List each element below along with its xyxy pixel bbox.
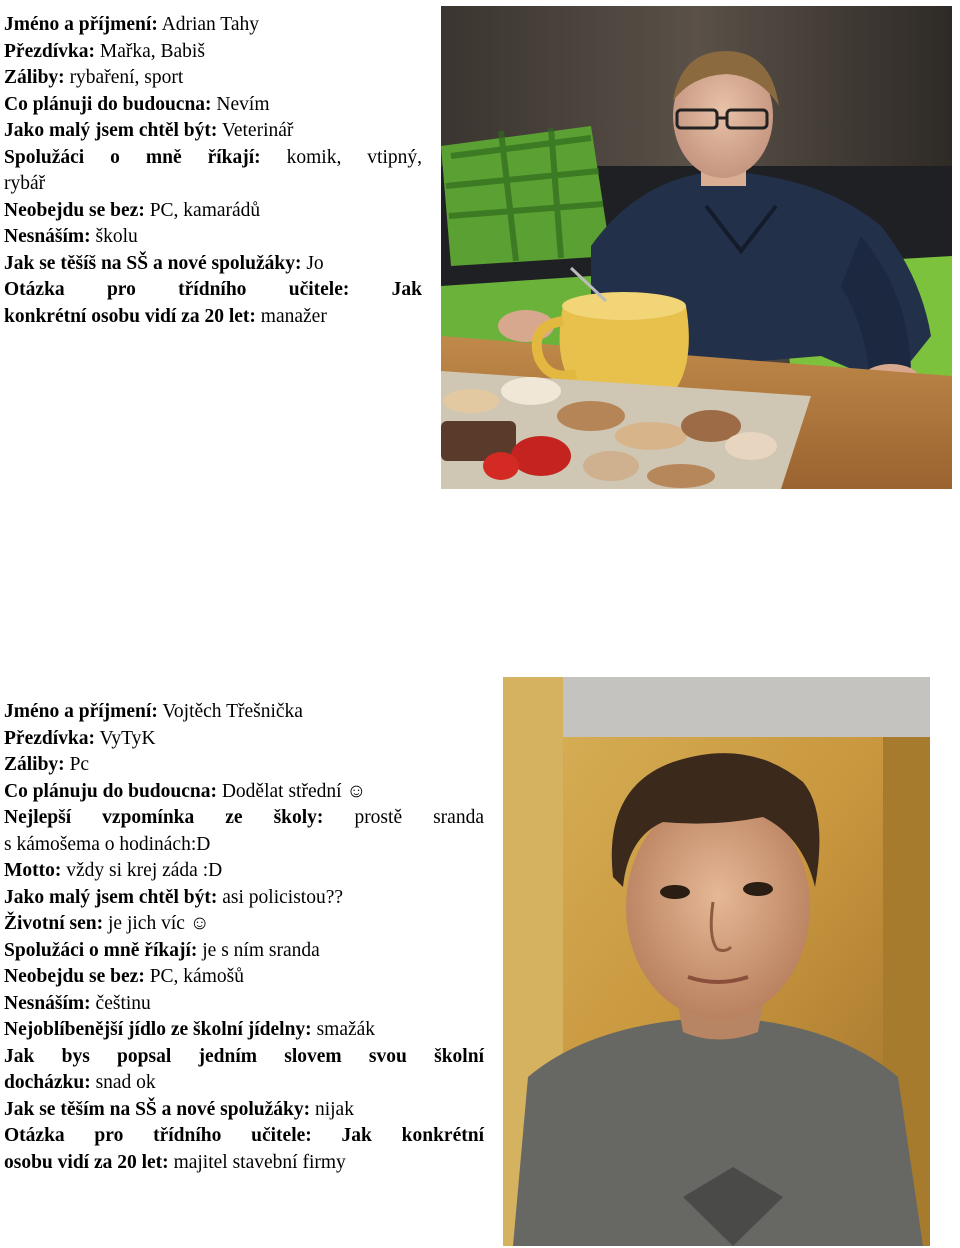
plans-row bbox=[4, 92, 422, 119]
attendance-row: Jak bys popsal jedním slovem svou školní bbox=[4, 1045, 484, 1067]
field-value: Nevím bbox=[216, 93, 270, 115]
best-memory-cont: s kámošema o hodinách:D bbox=[4, 833, 211, 855]
field-label: Jméno a příjmení: bbox=[4, 701, 158, 722]
field-label: Neobejdu se bez: bbox=[4, 199, 145, 221]
photo-boy-on-sofa bbox=[441, 6, 952, 489]
field-label: Nesnáším: bbox=[4, 992, 91, 1014]
field-value: manažer bbox=[260, 305, 327, 327]
photo-boy-portrait bbox=[503, 677, 930, 1246]
hate-row bbox=[4, 991, 484, 1018]
field-value: nijak bbox=[314, 1098, 354, 1120]
field-value: VyTyK bbox=[99, 727, 156, 749]
plans-row bbox=[4, 779, 484, 806]
childhood-dream-row bbox=[4, 885, 484, 912]
life-dream-row bbox=[4, 911, 484, 938]
looking-forward-row bbox=[4, 251, 422, 278]
field-value: Jo bbox=[306, 252, 324, 274]
field-label: Jak se těšíš na SŠ a nové spolužáky: bbox=[4, 252, 302, 274]
field-label: Jako malý jsem chtěl být: bbox=[4, 120, 218, 141]
teacher-question-cont bbox=[4, 1150, 484, 1177]
field-label: docházku: bbox=[4, 1072, 91, 1093]
name-row bbox=[4, 12, 422, 39]
field-label: Nejoblíbenější jídlo ze školní jídelny: bbox=[4, 1019, 312, 1040]
field-value: Pc bbox=[69, 754, 90, 775]
field-label: Záliby: bbox=[4, 754, 65, 775]
teacher-question-row: Otázka pro třídního učitele: Jak bbox=[4, 279, 422, 300]
field-value: vždy si krej záda :D bbox=[66, 860, 223, 881]
motto-row bbox=[4, 858, 484, 885]
best-memory-row bbox=[4, 805, 484, 832]
field-label: Jako malý jsem chtěl být: bbox=[4, 886, 218, 908]
field-label: osobu vidí za 20 let: bbox=[4, 1151, 169, 1173]
profile-1-text bbox=[4, 12, 422, 330]
name-row bbox=[4, 699, 484, 726]
cant-live-without-row bbox=[4, 964, 484, 991]
field-value: češtinu bbox=[95, 992, 151, 1014]
field-label: Co plánuji do budoucna: bbox=[4, 93, 212, 115]
classmates-say-cont: rybář bbox=[4, 173, 46, 194]
field-value: asi policistou?? bbox=[222, 886, 344, 908]
field-value: Vojtěch Třešnička bbox=[162, 701, 303, 722]
profile-2-photo bbox=[503, 677, 930, 1246]
field-value: rybaření, sport bbox=[69, 67, 184, 88]
field-label: Spolužáci o mně říkají: bbox=[4, 146, 261, 168]
field-value: je s ním sranda bbox=[202, 939, 320, 961]
field-value: smažák bbox=[316, 1019, 376, 1040]
profile-1-photo bbox=[441, 6, 952, 489]
field-label: Motto: bbox=[4, 860, 62, 881]
field-value: Adrian Tahy bbox=[161, 14, 260, 35]
field-value: PC, kamarádů bbox=[149, 199, 261, 221]
classmates-say-row bbox=[4, 938, 484, 965]
nickname-row bbox=[4, 39, 422, 66]
field-value: je jich víc ☺ bbox=[108, 913, 210, 934]
hobbies-row bbox=[4, 752, 484, 779]
hobbies-row bbox=[4, 65, 422, 92]
cant-live-without-row bbox=[4, 198, 422, 225]
childhood-dream-row bbox=[4, 118, 422, 145]
field-value: Veterinář bbox=[221, 120, 294, 141]
field-label: Spolužáci o mně říkají: bbox=[4, 939, 198, 961]
teacher-question-cont bbox=[4, 304, 422, 331]
field-value: prostě sranda bbox=[354, 807, 484, 828]
nickname-row bbox=[4, 726, 484, 753]
profile-2-text bbox=[4, 699, 484, 1176]
field-value: Mařka, Babiš bbox=[99, 40, 205, 62]
field-value: PC, kámošů bbox=[149, 966, 244, 987]
field-label: Jméno a příjmení: bbox=[4, 14, 158, 35]
field-label: Životní sen: bbox=[4, 913, 104, 934]
looking-forward-row bbox=[4, 1097, 484, 1124]
field-label: konkrétní osobu vidí za 20 let: bbox=[4, 305, 256, 327]
field-value: majitel stavební firmy bbox=[173, 1151, 346, 1173]
field-value: Dodělat střední ☺ bbox=[221, 780, 367, 802]
field-value: snad ok bbox=[95, 1072, 156, 1093]
field-label: Neobejdu se bez: bbox=[4, 966, 145, 987]
field-label: Co plánuju do budoucna: bbox=[4, 780, 217, 802]
field-label: Nesnáším: bbox=[4, 226, 91, 247]
field-value: školu bbox=[95, 226, 138, 247]
field-label: Záliby: bbox=[4, 67, 65, 88]
favorite-food-row bbox=[4, 1017, 484, 1044]
field-label: Jak se těším na SŠ a nové spolužáky: bbox=[4, 1098, 311, 1120]
field-label: Přezdívka: bbox=[4, 727, 95, 749]
teacher-question-row: Otázka pro třídního učitele: Jak konkrétní bbox=[4, 1125, 484, 1146]
field-value: komik, vtipný, bbox=[286, 146, 423, 168]
field-label: Nejlepší vzpomínka ze školy: bbox=[4, 807, 324, 828]
classmates-say-row bbox=[4, 145, 422, 172]
attendance-cont bbox=[4, 1070, 484, 1097]
field-label: Přezdívka: bbox=[4, 40, 95, 62]
hate-row bbox=[4, 224, 422, 251]
